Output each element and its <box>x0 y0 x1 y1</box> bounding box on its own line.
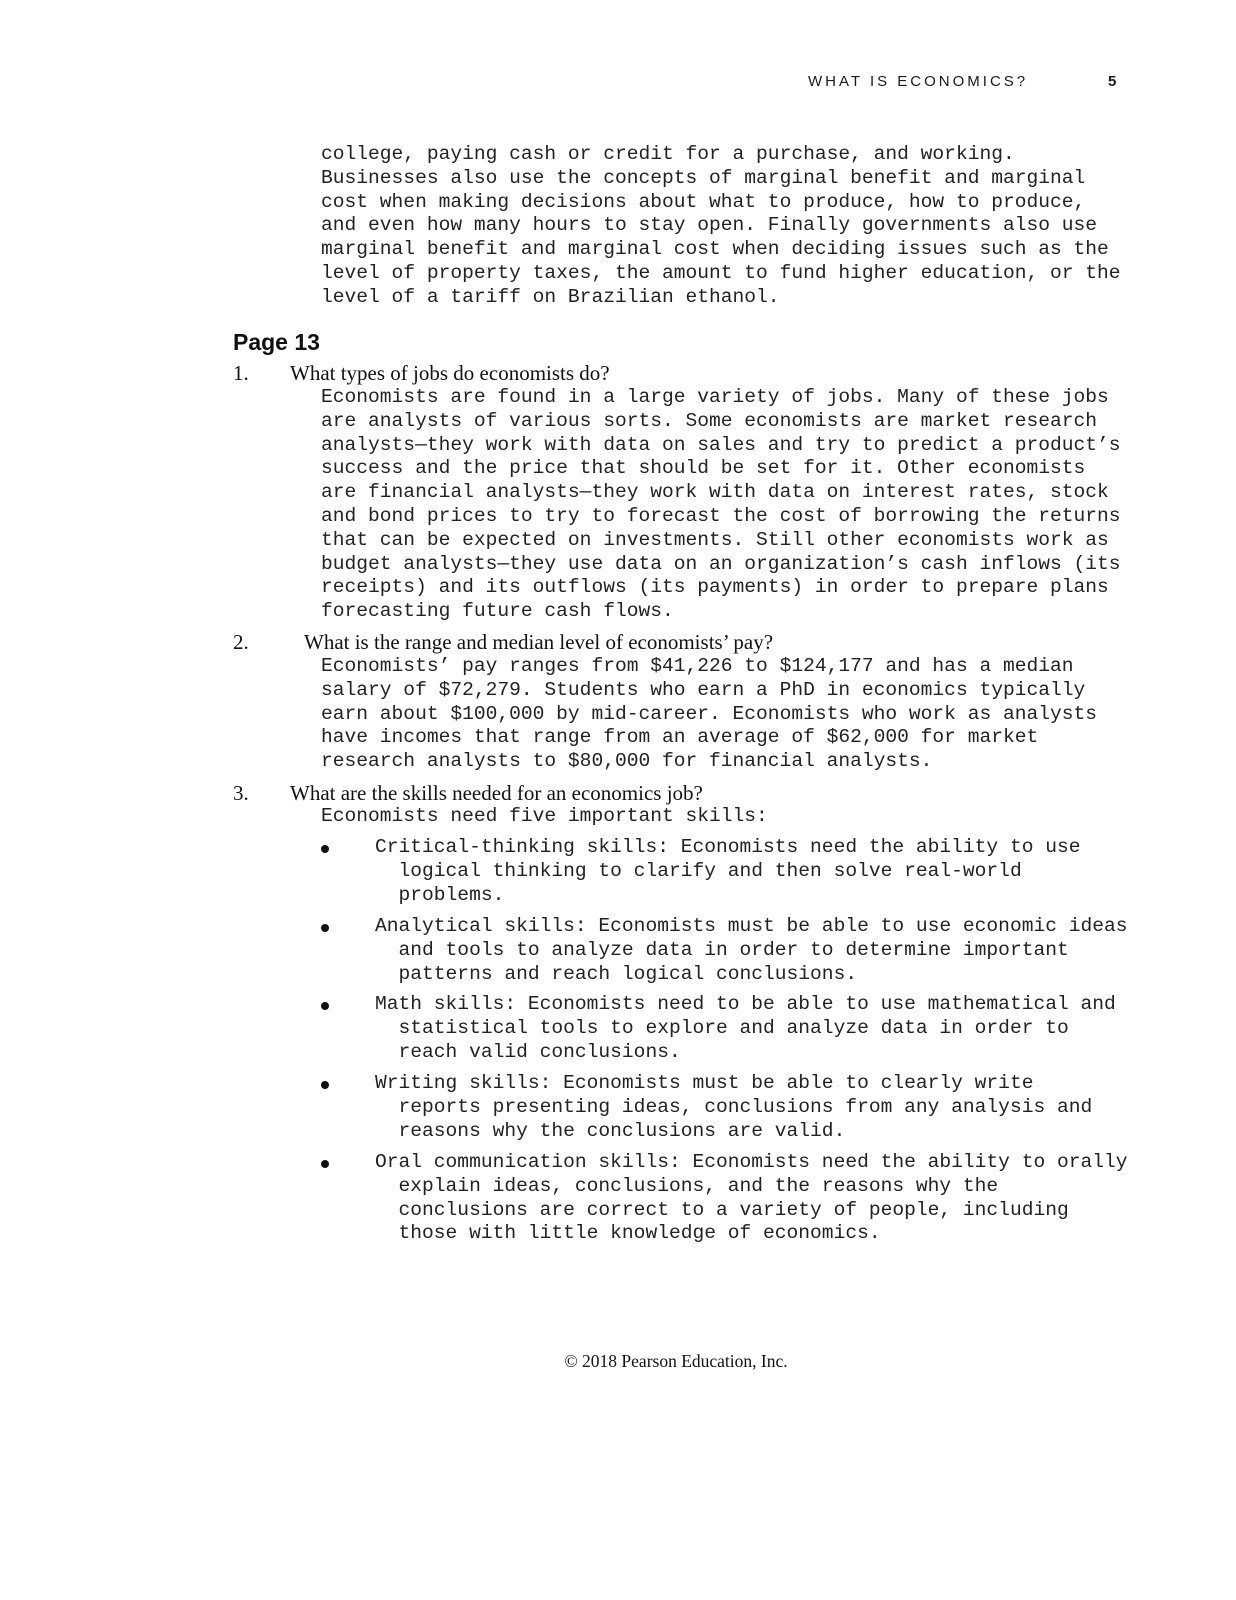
answer-paragraph: Economists’ pay ranges from $41,226 to $124,177 and has a median salary of $72,279. Students who earn a PhD in economics typically earn about $100,000 by mid-career. Economists who work as analysts have incomes that range from an average of $62,000 for market research analysts to $80,000 for financial analysts. <box>321 655 1098 773</box>
question-text: What is the range and median level of economists’ pay? <box>304 630 774 654</box>
bullet-icon <box>321 845 329 853</box>
question-number: 2. <box>233 630 249 654</box>
answer-paragraph: Economists need five important skills: <box>321 805 768 827</box>
section-heading: Page 13 <box>233 329 320 355</box>
skill-item: Analytical skills: Economists must be able to use economic ideas and tools to analyze data in order to determine important patterns and reach logical conclusions. <box>375 915 1128 985</box>
question-number: 1. <box>233 361 249 385</box>
answer-paragraph: Economists are found in a large variety of jobs. Many of these jobs are analysts of various sorts. Some economists are market research analysts—they work with data on sales and try to predict a product’s success and the price that should be set for it. Other economists are financial analysts—they work with data on interest rates, stock and bond prices to try to forecast the cost of borrowing the returns that can be expected on investments. Still other economists work as budget analysts—they use data on an organization’s cash inflows (its receipts) and its outflows (its payments) in order to prepare plans forecasting future cash flows. <box>321 386 1121 623</box>
question-number: 3. <box>233 781 249 805</box>
skill-item: Math skills: Economists need to be able to use mathematical and statistical tools to explore and analyze data in order to reach valid conclusions. <box>375 993 1116 1063</box>
running-header-title: WHAT IS ECONOMICS? <box>808 73 1029 90</box>
bullet-icon <box>321 1160 329 1168</box>
intro-paragraph: college, paying cash or credit for a purchase, and working. Businesses also use the concepts of marginal benefit and marginal cost when making decisions about what to produce, how to produce, and even how many hours to stay open. Finally governments also use marginal benefit and marginal cost when deciding issues such as the level of property taxes, the amount to fund higher education, or the level of a tariff on Brazilian ethanol. <box>321 143 1121 308</box>
bullet-icon <box>321 1002 329 1010</box>
bullet-icon <box>321 924 329 932</box>
bullet-icon <box>321 1081 329 1089</box>
question-text: What types of jobs do economists do? <box>290 361 610 385</box>
skill-item: Oral communication skills: Economists need the ability to orally explain ideas, conclusions, and the reasons why the conclusions are correct to a variety of people, including those with little knowledge of economics. <box>375 1151 1128 1245</box>
skill-item: Writing skills: Economists must be able to clearly write reports presenting ideas, conclusions from any analysis and reasons why the conclusions are valid. <box>375 1072 1093 1142</box>
copyright-footer: © 2018 Pearson Education, Inc. <box>564 1351 788 1371</box>
page-number: 5 <box>1108 73 1117 90</box>
question-text: What are the skills needed for an economics job? <box>290 781 703 805</box>
skill-item: Critical-thinking skills: Economists need the ability to use logical thinking to clarify and then solve real-world problems. <box>375 836 1081 906</box>
